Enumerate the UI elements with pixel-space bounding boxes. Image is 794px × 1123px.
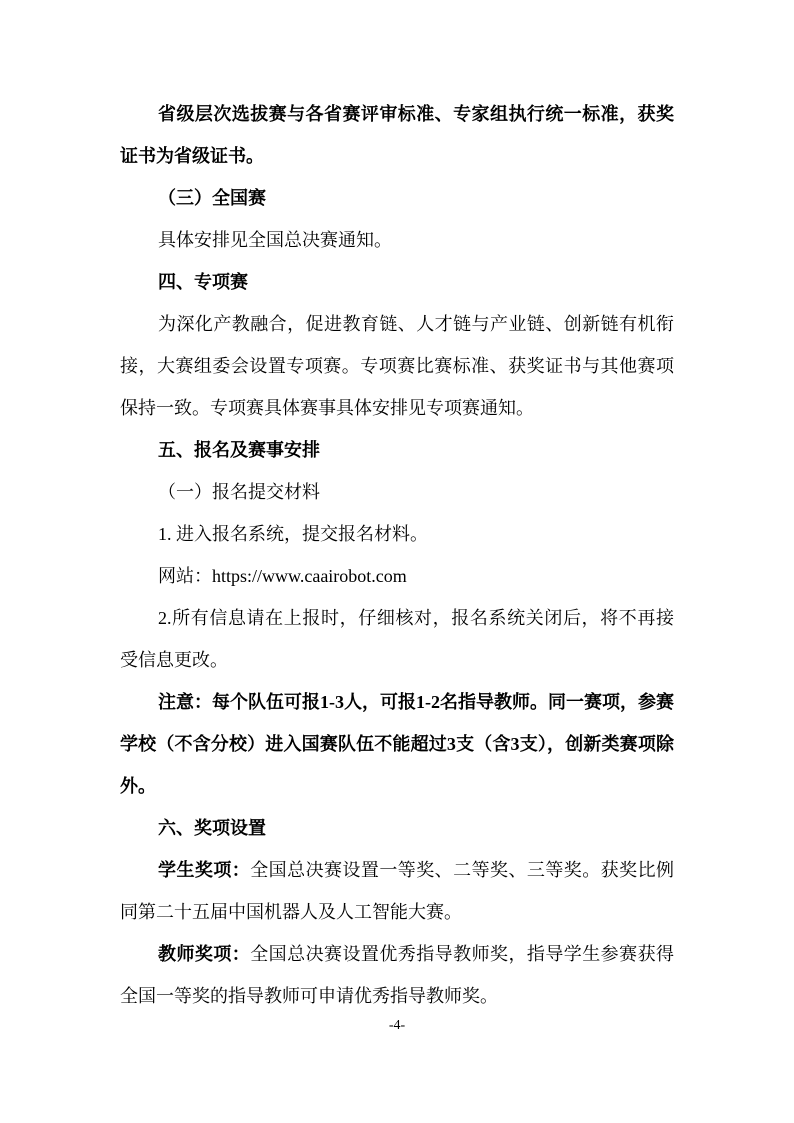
paragraph-provincial-certificate: 省级层次选拔赛与各省赛评审标准、专家组执行统一标准，获奖证书为省级证书。	[120, 104, 674, 166]
subheading-registration-materials: （一）报名提交材料	[158, 482, 320, 502]
student-award-text: 全国总决赛设置一等奖、二等奖、三等奖。获奖比例同第二十五届中国机器人及人工智能大赛。	[120, 860, 675, 922]
heading-awards: 六、奖项设置	[158, 818, 266, 838]
paragraph-national-final-body: 具体安排见全国总决赛通知。	[158, 230, 392, 250]
heading-national-final: （三）全国赛	[158, 188, 266, 208]
heading-registration-arrangement: 五、报名及赛事安排	[158, 440, 320, 460]
teacher-award-text: 全国总决赛设置优秀指导教师奖，指导学生参赛获得全国一等奖的指导教师可申请优秀指导教师奖。	[120, 944, 675, 1006]
page-number: -4-	[388, 1018, 406, 1033]
paragraph-registration-step2: 2.所有信息请在上报时，仔细核对，报名系统关闭后，将不再接受信息更改。	[120, 608, 674, 670]
website-label: 网站：	[158, 566, 212, 586]
student-award-label: 学生奖项：	[158, 860, 251, 880]
website-url: https://www.caairobot.com	[212, 566, 407, 586]
paragraph-notice: 注意：每个队伍可报1-3人，可报1-2名指导教师。同一赛项，参赛学校（不含分校）进入国赛队伍不能超过3支（含3支），创新类赛项除外。	[120, 692, 674, 796]
paragraph-teacher-award	[120, 933, 674, 1017]
teacher-award-label: 教师奖项：	[158, 944, 251, 964]
paragraph-website	[120, 555, 674, 597]
paragraph-special-competition-body: 为深化产教融合，促进教育链、人才链与产业链、创新链有机衔接，大赛组委会设置专项赛。专项赛比赛标准、获奖证书与其他赛项保持一致。专项赛具体赛事具体安排见专项赛通知。	[120, 314, 674, 418]
paragraph-registration-step1: 1. 进入报名系统，提交报名材料。	[158, 524, 428, 544]
paragraph-student-award	[120, 849, 674, 933]
heading-special-competition: 四、专项赛	[158, 272, 248, 292]
